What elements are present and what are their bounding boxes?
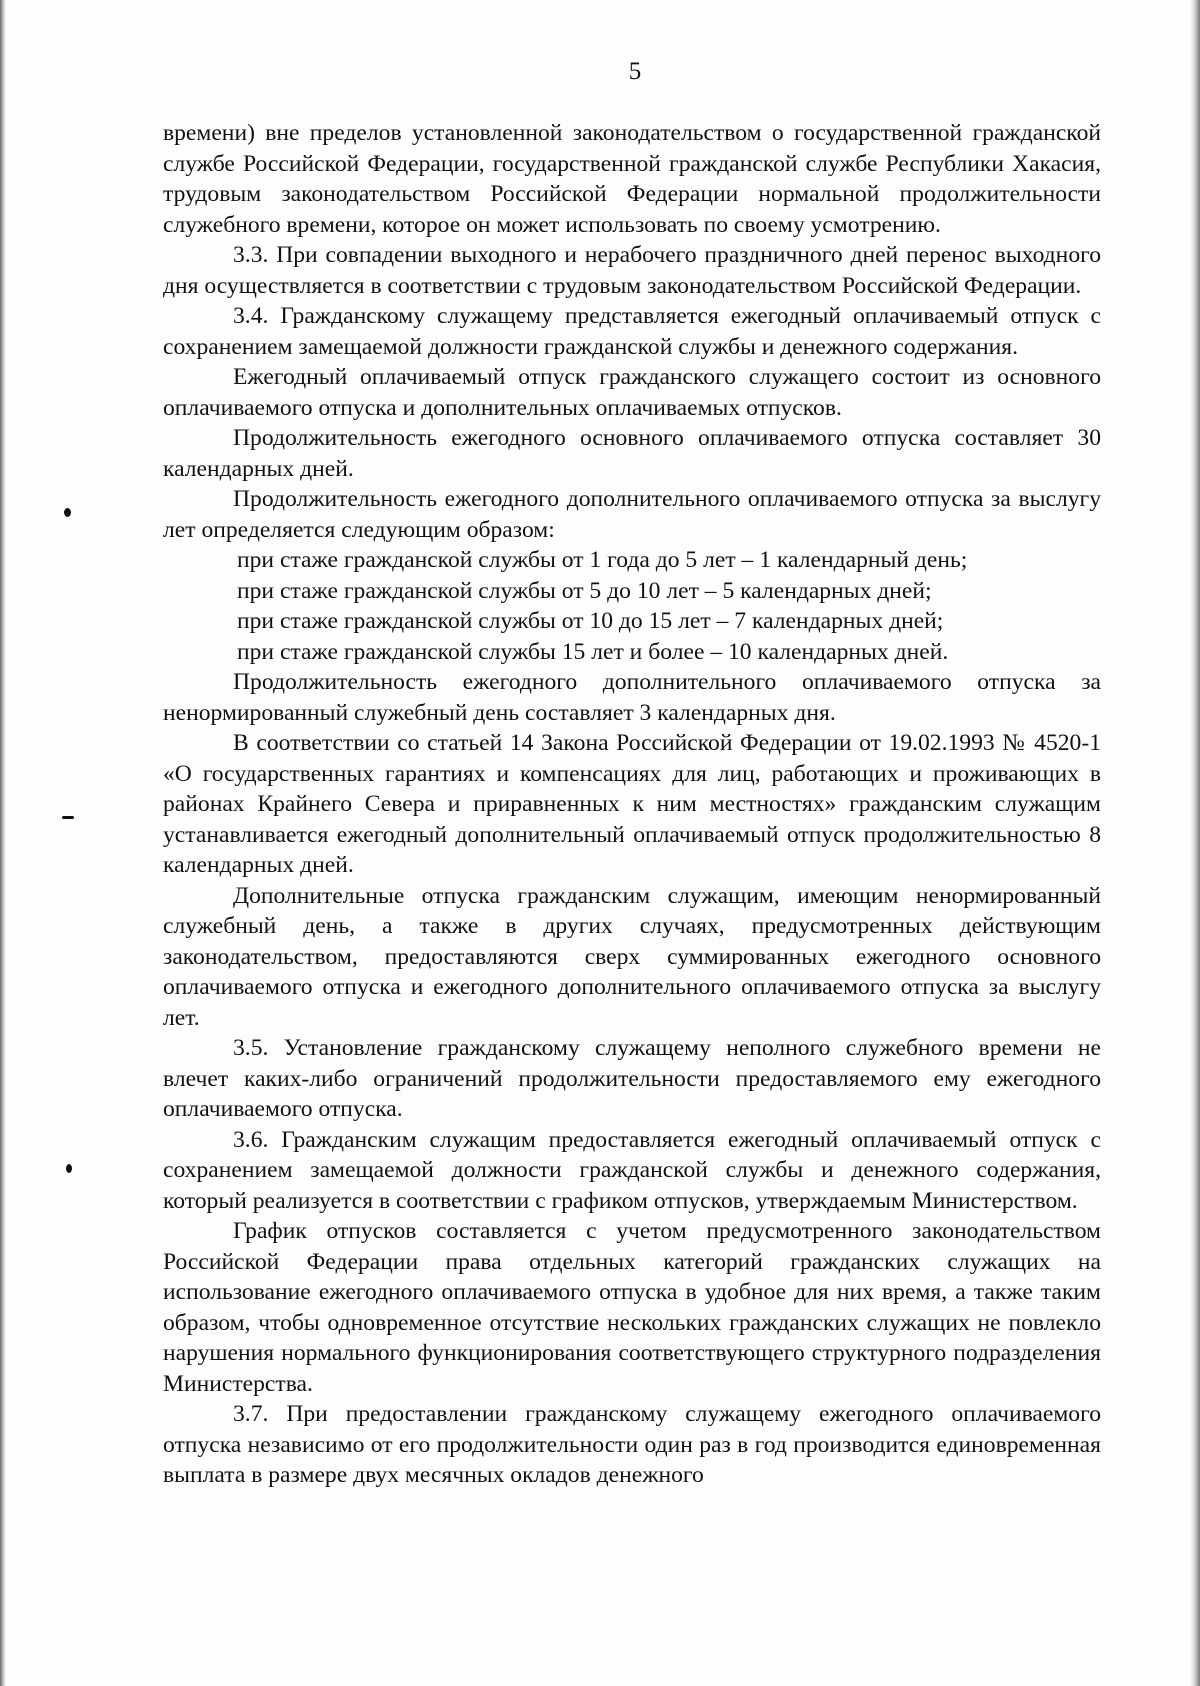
page-number: 5 [628,58,642,85]
paragraph: Продолжительность ежегодного дополнительного оплачиваемого отпуска за ненормированный служебный день составляет 3 календарных дня. [163,669,1101,726]
paragraph: Ежегодный оплачиваемый отпуск гражданского служащего состоит из основного оплачиваемого отпуска и дополнительных оплачиваемых отпусков. [163,364,1101,421]
list-item: при стаже гражданской службы от 5 до 10 лет – 5 календарных дней; [237,577,932,604]
list-item: при стаже гражданской службы от 1 года до 5 лет – 1 календарный день; [237,547,968,573]
document-body [163,118,1101,1491]
paragraph-3-7: 3.7. При предоставлении гражданскому служащему ежегодного оплачиваемого отпуска независимо от его продолжительности один раз в год производится единовременная выплата в размере двух месячных окладов денежного [163,1401,1101,1488]
paragraph: Дополнительные отпуска гражданским служащим, имеющим ненормированный служебный день, а также в других случаях, предусмотренных действующим законодательством, предоставляются сверх суммированных ежегодного основного оплачиваемого отпуска и ежегодного дополнительного оплачиваемого отпуска за выслугу лет. [163,882,1101,1031]
paragraph-3-4: 3.4. Гражданскому служащему представляется ежегодный оплачиваемый отпуск с сохранением замещаемой должности гражданской службы и денежного содержания. [163,303,1101,360]
scan-edge-left [0,0,6,1686]
paragraph: График отпусков составляется с учетом предусмотренного законодательством Российской Федерации права отдельных категорий гражданских служащих на использование ежегодного оплачиваемого отпуска в удобное для них время, а также таким образом, чтобы одновременное отсутствие нескольких гражданских служащих не повлекло нарушения нормального функционирования соответствующего структурного подразделения Министерства. [163,1218,1101,1397]
paragraph: Продолжительность ежегодного основного оплачиваемого отпуска составляет 30 календарных дней. [163,425,1101,482]
paragraph: В соответствии со статьей 14 Закона Российской Федерации от 19.02.1993 № 4520-1 «О государственных гарантиях и компенсациях для лиц, работающих и проживающих в районах Крайнего Севера и приравненных к ним местностях» гражданским служащим устанавливается ежегодный дополнительный оплачиваемый отпуск продолжительностью 8 календарных дней. [163,730,1101,878]
paragraph-continuation: времени) вне пределов установленной законодательством о государственной гражданской службе Российской Федерации, государственной гражданской службе Республики Хакасия, трудовым законодательством Российской Федерации нормальной продолжительности служебного времени, которое он может использовать по своему усмотрению. [163,120,1101,238]
scan-mark-dot [66,1164,72,1173]
paragraph-3-5: 3.5. Установление гражданскому служащему неполного служебного времени не влечет каких-либо ограничений продолжительности предоставляемого ему ежегодного оплачиваемого отпуска. [163,1035,1101,1122]
list-item: при стаже гражданской службы 15 лет и более – 10 календарных дней. [237,638,949,665]
paragraph-3-6: 3.6. Гражданским служащим предоставляется ежегодный оплачиваемый отпуск с сохранением замещаемой должности гражданской службы и денежного содержания, который реализуется в соответствии с графиком отпусков, утверждаемым Министерством. [163,1126,1101,1214]
scan-edge-right [1190,0,1200,1686]
paragraph: Продолжительность ежегодного дополнительного оплачиваемого отпуска за выслугу лет определяется следующим образом: [163,486,1101,543]
paragraph-3-3: 3.3. При совпадении выходного и нерабочего праздничного дней перенос выходного дня осуществляется в соответствии с трудовым законодательством Российской Федерации. [163,242,1101,299]
scan-mark-dot [64,508,71,517]
list-item: при стаже гражданской службы от 10 до 15 лет – 7 календарных дней; [237,608,944,634]
scan-mark-dash [62,816,74,819]
